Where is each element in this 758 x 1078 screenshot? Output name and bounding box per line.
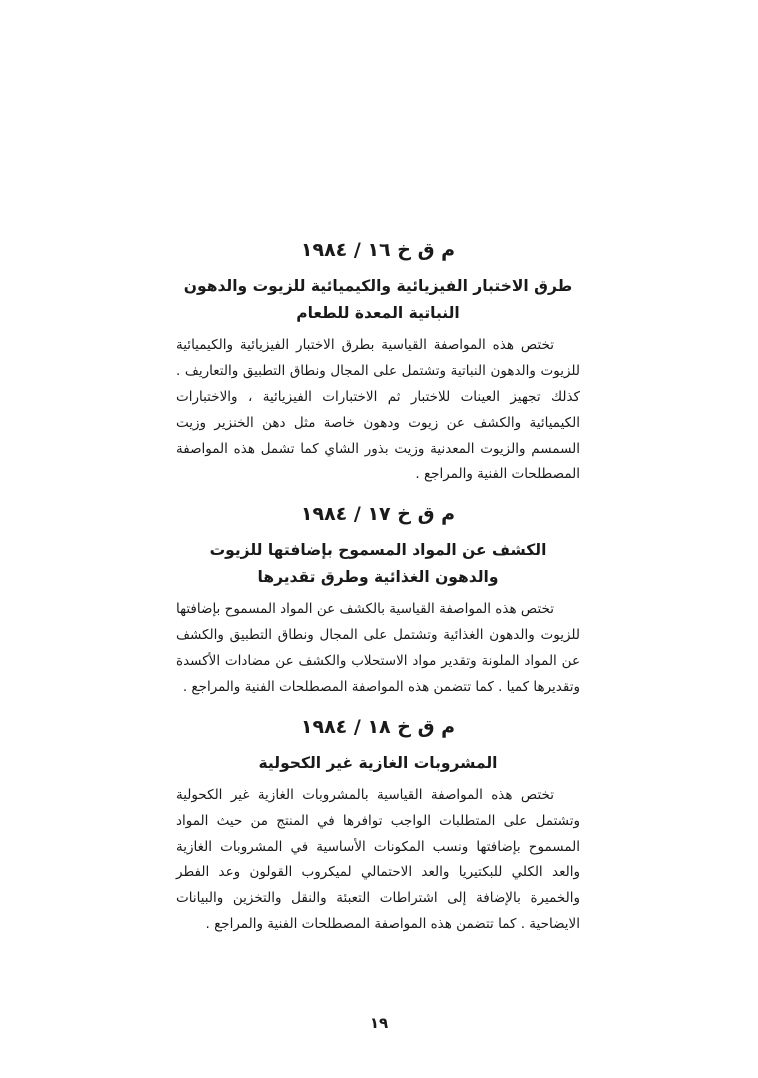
document-content: [176, 238, 580, 952]
standard-section-18-1984: [176, 715, 580, 938]
standard-section-17-1984: [176, 502, 580, 701]
standard-body: تختص هذه المواصفة القياسية بالمشروبات الغازية غير الكحولية وتشتمل على المتطلبات الواجب توافرها في المنتج من حيث المواد المسموح بإضافتها ونسب المكونات الأساسية في المشروبات الغازية والعد الكلي للبكتيريا والعد الاحتمالي لميكروب القولون وعد الفطر والخميرة بالإضافة إلى اشتراطات التعبئة والنقل والتخزين والبيانات الايضاحية . كما تتضمن هذه المواصفة المصطلحات الفنية والمراجع .: [176, 786, 580, 933]
standard-body: تختص هذه المواصفة القياسية بالكشف عن المواد المسموح بإضافتها للزيوت والدهون الغذائية وتشتمل على المجال ونطاق التطبيق والكشف عن المواد الملونة وتقدير مواد الاستحلاب والكشف عن مضادات الأكسدة وتقديرها كميا . كما تتضمن هذه المواصفة المصطلحات الفنية والمراجع .: [176, 601, 580, 696]
standard-title: المشروبات الغازية غير الكحولية: [258, 753, 498, 772]
standard-code: م ق خ ١٧ / ١٩٨٤: [300, 503, 456, 526]
standard-title: طرق الاختبار الفيزيائية والكيميائية للزيوت والدهون النباتية المعدة للطعام: [183, 276, 573, 322]
standard-section-16-1984: [176, 238, 580, 488]
page-number: ١٩: [369, 1014, 389, 1032]
standard-code: م ق خ ١٨ / ١٩٨٤: [300, 715, 456, 738]
standard-code: م ق خ ١٦ / ١٩٨٤: [300, 239, 456, 261]
standard-title: الكشف عن المواد المسموح بإضافتها للزيوت والدهون الغذائية وطرق تقديرها: [209, 541, 547, 587]
standard-body: تختص هذه المواصفة القياسية بطرق الاختبار الفيزيائية والكيميائية للزيوت والدهون النباتية وتشتمل على المجال ونطاق التطبيق والتعاريف . كذلك تجهيز العينات للاختبار ثم الاختبارات الفيزيائية ، والاختبارات الكيميائية والكشف عن زيوت ودهون خاصة مثل دهن الخنزير وزيت السمسم والزيوت المعدنية وزيت بذور الشاي كما تشمل هذه المواصفة المصطلحات الفنية والمراجع .: [176, 336, 580, 483]
